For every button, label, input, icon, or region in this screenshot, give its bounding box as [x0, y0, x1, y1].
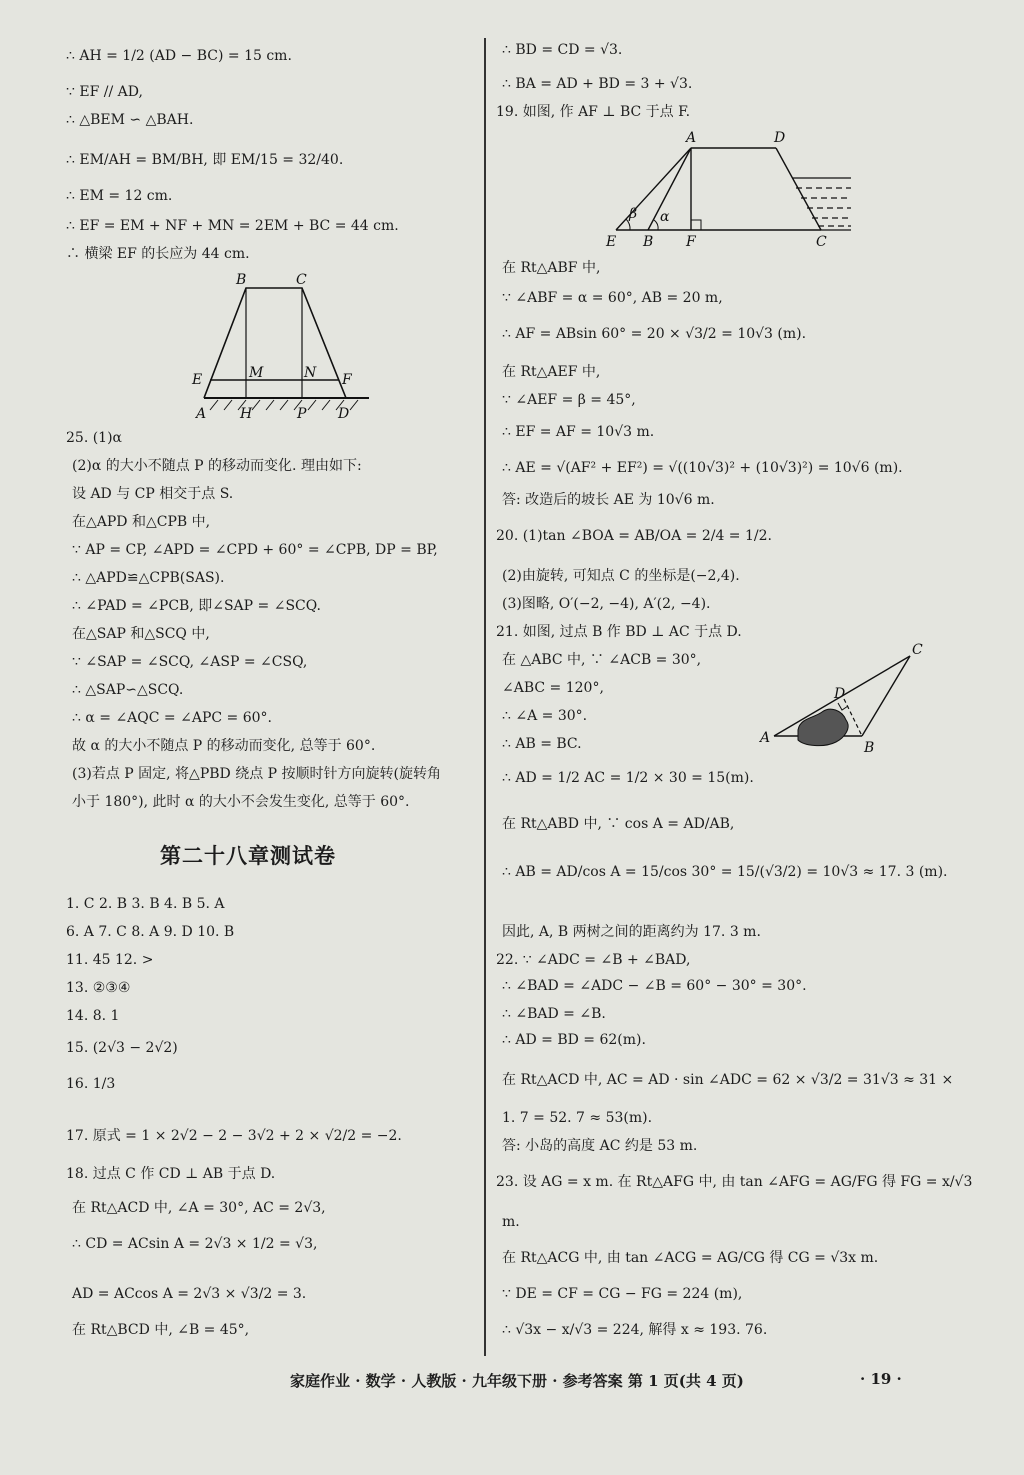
page-number: · 19 ·: [860, 1370, 902, 1388]
text-line: 在 Rt△BCD 中, ∠B = 45°,: [72, 1322, 250, 1338]
label-A: A: [686, 130, 697, 146]
label-alpha: α: [660, 209, 670, 225]
text-line: 在 Rt△ACG 中, 由 tan ∠ACG = AG/CG 得 CG = √3x m.: [502, 1250, 879, 1266]
text-line: 在△APD 和△CPB 中,: [72, 514, 211, 530]
label-A: A: [196, 406, 207, 420]
answer-row: 11. 45 12. >: [66, 952, 154, 968]
text-line: AD = ACcos A = 2√3 × √3/2 = 3.: [72, 1286, 307, 1302]
text-line: ∴ AH = 1/2 (AD − BC) = 15 cm.: [66, 48, 292, 64]
text-line: ∴ ∠BAD = ∠ADC − ∠B = 60° − 30° = 30°.: [502, 978, 807, 994]
label-B: B: [864, 740, 875, 756]
text-line: 19. 如图, 作 AF ⊥ BC 于点 F.: [496, 104, 691, 120]
text-line: 答: 小岛的高度 AC 约是 53 m.: [502, 1138, 698, 1154]
label-P: P: [297, 406, 307, 420]
text-line: 答: 改造后的坡长 AE 为 10√6 m.: [502, 492, 715, 508]
text-line: ∴ EF = EM + NF + MN = 2EM + BC = 44 cm.: [66, 218, 399, 234]
text-line: 小于 180°), 此时 α 的大小不会发生变化, 总等于 60°.: [72, 794, 410, 810]
text-line: 21. 如图, 过点 B 作 BD ⊥ AC 于点 D.: [496, 624, 742, 640]
text-line: ∴ CD = ACsin A = 2√3 × 1/2 = √3,: [72, 1236, 318, 1252]
answer-row: 14. 8. 1: [66, 1008, 120, 1024]
text-line: ∴ EF = AF = 10√3 m.: [502, 424, 655, 440]
text-line: 22. ∵ ∠ADC = ∠B + ∠BAD,: [496, 952, 691, 968]
text-line: 设 AD 与 CP 相交于点 S.: [72, 486, 234, 502]
text-line: ∴ 横梁 EF 的长应为 44 cm.: [66, 246, 250, 262]
label-beta: β: [629, 206, 638, 222]
answer-row: 16. 1/3: [66, 1076, 116, 1092]
text-line: ∵ AP = CP, ∠APD = ∠CPD + 60° = ∠CPB, DP = BP,: [72, 542, 438, 558]
text-line: ∴ AF = ABsin 60° = 20 × √3/2 = 10√3 (m).: [502, 326, 807, 342]
label-B: B: [643, 234, 654, 250]
text-line: 在 △ABC 中, ∵ ∠ACB = 30°,: [502, 652, 702, 668]
text-line: 因此, A, B 两树之间的距离约为 17. 3 m.: [502, 924, 761, 940]
text-line: ∵ EF // AD,: [66, 84, 143, 100]
trapezoid-beam-figure: [174, 270, 374, 420]
slope-figure-19: [596, 126, 866, 251]
text-line: 在 Rt△ABD 中, ∵ cos A = AD/AB,: [502, 816, 735, 832]
text-line: 在 Rt△ACD 中, AC = AD · sin ∠ADC = 62 × √3/2 = 31√3 ≈ 31 ×: [502, 1072, 954, 1088]
answer-row: 13. ②③④: [66, 980, 131, 996]
column-divider: [484, 38, 486, 1356]
label-C: C: [296, 272, 307, 288]
text-line: ∴ √3x − x/√3 = 224, 解得 x ≈ 193. 76.: [502, 1322, 768, 1338]
text-line: ∴ ∠PAD = ∠PCB, 即∠SAP = ∠SCQ.: [72, 598, 321, 614]
answer-row: 15. (2√3 − 2√2): [66, 1040, 178, 1056]
rock-obstacle: [798, 709, 848, 745]
text-line: ∴ △BEM ∽ △BAH.: [66, 112, 194, 128]
text-line: m.: [502, 1214, 520, 1230]
label-E: E: [606, 234, 617, 250]
label-A: A: [760, 730, 771, 746]
text-line: (2)α 的大小不随点 P 的移动而变化. 理由如下:: [72, 458, 362, 474]
text-line: ∴ ∠BAD = ∠B.: [502, 1006, 606, 1022]
label-D: D: [774, 130, 786, 146]
text-line: 18. 过点 C 作 CD ⊥ AB 于点 D.: [66, 1166, 276, 1182]
label-M: M: [249, 365, 264, 381]
text-line: 在 Rt△AEF 中,: [502, 364, 601, 380]
label-E: E: [192, 372, 203, 388]
text-line: (2)由旋转, 可知点 C 的坐标是(−2,4).: [502, 568, 740, 584]
text-line: 1. 7 = 52. 7 ≈ 53(m).: [502, 1110, 653, 1126]
footer-title: 家庭作业 · 数学 · 人教版 · 九年级下册 · 参考答案 第 1 页(共 4 页): [290, 1372, 744, 1390]
text-line: ∵ ∠ABF = α = 60°, AB = 20 m,: [502, 290, 723, 306]
label-C: C: [912, 642, 923, 658]
label-N: N: [304, 365, 317, 381]
text-line: 在 Rt△ACD 中, ∠A = 30°, AC = 2√3,: [72, 1200, 326, 1216]
text-line: ∴ BD = CD = √3.: [502, 42, 623, 58]
chapter-heading: 第二十八章测试卷: [160, 844, 336, 868]
tree-distance-figure-21: [758, 642, 936, 762]
text-line: ∴ AE = √(AF² + EF²) = √((10√3)² + (10√3)²) = 10√6 (m).: [502, 460, 903, 476]
text-line: ∵ DE = CF = CG − FG = 224 (m),: [502, 1286, 743, 1302]
answer-row: 1. C 2. B 3. B 4. B 5. A: [66, 896, 225, 912]
text-line: ∴ EM/AH = BM/BH, 即 EM/15 = 32/40.: [66, 152, 344, 168]
text-line: ∵ ∠SAP = ∠SCQ, ∠ASP = ∠CSQ,: [72, 654, 308, 670]
text-line: 20. (1)tan ∠BOA = AB/OA = 2/4 = 1/2.: [496, 528, 772, 544]
text-line: 17. 原式 = 1 × 2√2 − 2 − 3√2 + 2 × √2/2 = −2.: [66, 1128, 402, 1144]
text-line: 在△SAP 和△SCQ 中,: [72, 626, 210, 642]
label-B: B: [236, 272, 247, 288]
text-line: 25. (1)α: [66, 430, 122, 446]
text-line: 23. 设 AG = x m. 在 Rt△AFG 中, 由 tan ∠AFG = AG/FG 得 FG = x/√3: [496, 1174, 973, 1190]
text-line: 在 Rt△ABF 中,: [502, 260, 601, 276]
text-line: ∴ ∠A = 30°.: [502, 708, 588, 724]
label-H: H: [240, 406, 253, 420]
text-line: ∴ △SAP∽△SCQ.: [72, 682, 184, 698]
text-line: (3)若点 P 固定, 将△PBD 绕点 P 按顺时针方向旋转(旋转角: [72, 766, 441, 782]
label-C: C: [816, 234, 827, 250]
answer-row: 6. A 7. C 8. A 9. D 10. B: [66, 924, 235, 940]
text-line: ∴ α = ∠AQC = ∠APC = 60°.: [72, 710, 272, 726]
text-line: ∴ AB = BC.: [502, 736, 582, 752]
label-D: D: [834, 686, 846, 702]
label-F: F: [342, 372, 352, 388]
text-line: ∴ BA = AD + BD = 3 + √3.: [502, 76, 693, 92]
text-line: ∴ AB = AD/cos A = 15/cos 30° = 15/(√3/2) = 10√3 ≈ 17. 3 (m).: [502, 864, 948, 880]
text-line: (3)图略, O′(−2, −4), A′(2, −4).: [502, 596, 711, 612]
text-line: ∴ EM = 12 cm.: [66, 188, 173, 204]
text-line: ∵ ∠AEF = β = 45°,: [502, 392, 636, 408]
text-line: ∴ AD = BD = 62(m).: [502, 1032, 646, 1048]
text-line: ∴ △APD≌△CPB(SAS).: [72, 570, 225, 586]
text-line: 故 α 的大小不随点 P 的移动而变化, 总等于 60°.: [72, 738, 376, 754]
text-line: ∴ AD = 1/2 AC = 1/2 × 30 = 15(m).: [502, 770, 754, 786]
text-line: ∠ABC = 120°,: [502, 680, 604, 696]
label-F: F: [686, 234, 696, 250]
label-D: D: [338, 406, 350, 420]
